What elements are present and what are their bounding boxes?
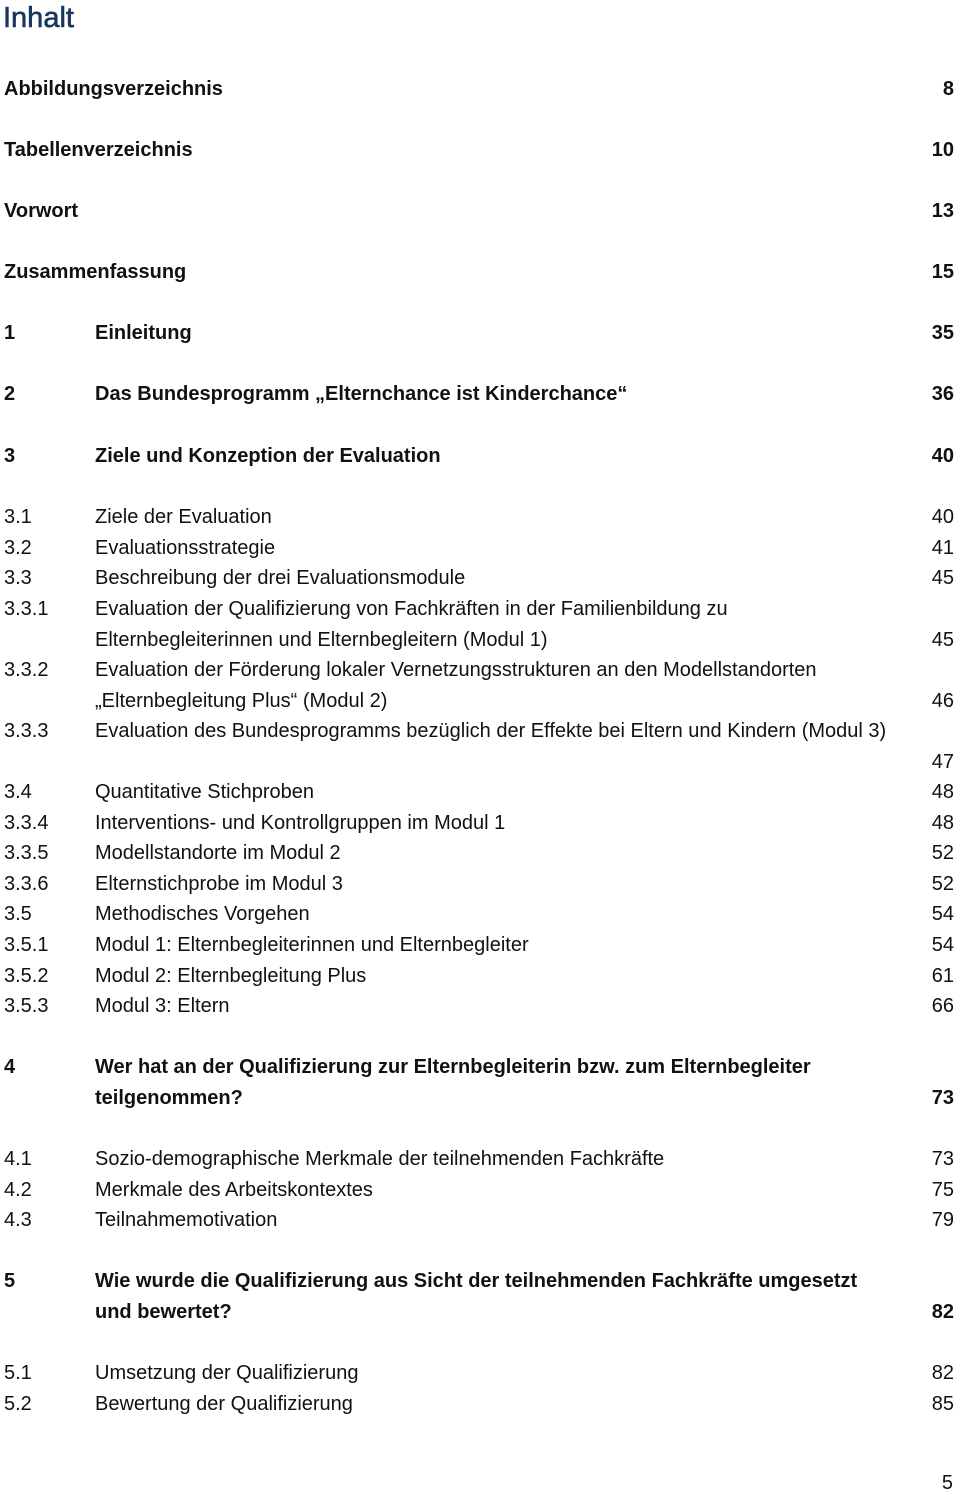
toc-entry[interactable]: [0, 869, 960, 900]
toc-entry-page: 54: [931, 903, 954, 925]
toc-entry-page: 52: [931, 842, 954, 864]
toc-entry-page: 45: [931, 628, 954, 651]
toc-entry-title: Evaluationsstrategie: [95, 537, 276, 559]
toc-entry-page: 48: [931, 781, 954, 803]
toc-entry-page: 73: [931, 1086, 954, 1109]
toc-entry-title: Abbildungsverzeichnis: [4, 78, 223, 100]
toc-entry[interactable]: [0, 563, 960, 594]
toc-entry-page: 41: [931, 537, 954, 559]
toc-entry-page: 8: [942, 78, 954, 100]
toc-entry-title: Das Bundesprogramm „Elternchance ist Kinderchance“: [95, 383, 628, 405]
toc-entry-page: 35: [931, 322, 954, 344]
toc-entry-title: Ziele der Evaluation: [95, 506, 272, 528]
toc-entry-title: Methodisches Vorgehen: [95, 903, 310, 925]
toc-entry[interactable]: [0, 135, 960, 166]
toc-entry-number: 3.5: [4, 903, 32, 925]
toc-entry[interactable]: [0, 716, 960, 777]
toc-entry[interactable]: [0, 196, 960, 227]
toc-entry-number: 3.3.2: [4, 659, 49, 681]
toc-entry-number: 3: [4, 445, 16, 467]
toc-entry-title: Ziele und Konzeption der Evaluation: [95, 445, 441, 467]
toc-entry-title: Einleitung: [95, 322, 192, 344]
toc-entry-title: Elternstichprobe im Modul 3: [95, 873, 343, 895]
toc-entry-title: Modellstandorte im Modul 2: [95, 842, 341, 864]
toc-entry-page: 15: [931, 261, 954, 283]
toc-entry-title: Zusammenfassung: [4, 261, 187, 283]
toc-entry-title: Modul 3: Eltern: [95, 995, 230, 1017]
toc-entry-title: Quantitative Stichproben: [95, 781, 315, 803]
toc-entry-page: 85: [931, 1393, 954, 1415]
toc-entry-number: 2: [4, 383, 16, 405]
toc-entry[interactable]: [0, 961, 960, 992]
toc-entry-title: Vorwort: [4, 200, 79, 222]
toc-entry[interactable]: [0, 1052, 960, 1113]
toc-entry-title: Wer hat an der Qualifizierung zur Elternbegleiterin bzw. zum Elternbegleiter teilgenommen?: [95, 1056, 811, 1109]
toc-entry-page: 75: [931, 1179, 954, 1201]
toc-entry-title: Evaluation des Bundesprogramms bezüglich der Effekte bei Eltern und Kindern (Modul 3): [95, 720, 887, 742]
toc-entry[interactable]: [0, 502, 960, 533]
toc-entry-title: Umsetzung der Qualifizierung: [95, 1362, 359, 1384]
toc-entry-number: 4.3: [4, 1209, 32, 1231]
toc-entry-page: 36: [931, 383, 954, 405]
toc-entry-page: 52: [931, 873, 954, 895]
toc-entry[interactable]: [0, 1144, 960, 1175]
toc-entry-number: 4.1: [4, 1148, 32, 1170]
toc-entry[interactable]: [0, 74, 960, 105]
toc-entry-number: 5: [4, 1270, 16, 1292]
toc-entry-number: 3.3.1: [4, 598, 49, 620]
toc-entry-number: 5.2: [4, 1393, 32, 1415]
toc-entry-page: 82: [931, 1300, 954, 1323]
toc-entry[interactable]: [0, 899, 960, 930]
page-title: Inhalt: [3, 2, 74, 34]
toc-entry-page: 82: [931, 1362, 954, 1384]
toc-entry-title: Merkmale des Arbeitskontextes: [95, 1179, 373, 1201]
toc-entry-page: 73: [931, 1148, 954, 1170]
toc-entry-title: Modul 1: Elternbegleiterinnen und Elternbegleiter: [95, 934, 529, 956]
toc-entry-title: Teilnahmemotivation: [95, 1209, 278, 1231]
toc-entry-number: 3.3.5: [4, 842, 49, 864]
toc-entry[interactable]: [0, 1205, 960, 1236]
toc-entry-title: Tabellenverzeichnis: [4, 139, 193, 161]
toc-entry-page: 66: [931, 995, 954, 1017]
toc-entry-number: 3.5.3: [4, 995, 49, 1017]
toc-entry-number: 4.2: [4, 1179, 32, 1201]
toc-entry-number: 4: [4, 1056, 16, 1078]
toc-entry[interactable]: [0, 655, 960, 716]
toc-entry-title: Beschreibung der drei Evaluationsmodule: [95, 567, 466, 589]
toc-entry-number: 3.3.6: [4, 873, 49, 895]
toc-entry-title: Bewertung der Qualifizierung: [95, 1393, 353, 1415]
toc-entry[interactable]: [0, 838, 960, 869]
toc-entry-title: Modul 2: Elternbegleitung Plus: [95, 965, 367, 987]
toc-entry-title: Evaluation der Förderung lokaler Vernetzungsstrukturen an den Modellstandorten „Elternbegleitung Plus“ (Modul 2): [95, 659, 817, 712]
toc-entry-number: 3.5.1: [4, 934, 49, 956]
toc-entry-number: 3.5.2: [4, 965, 49, 987]
toc-entry-page: 40: [931, 445, 954, 467]
toc-entry-title: Sozio-demographische Merkmale der teilnehmenden Fachkräfte: [95, 1148, 665, 1170]
toc-entry[interactable]: [0, 991, 960, 1022]
toc-entry-number: 3.4: [4, 781, 32, 803]
toc-entry-page: 48: [931, 812, 954, 834]
toc-entry[interactable]: [0, 533, 960, 564]
toc-entry-number: 1: [4, 322, 16, 344]
toc-entry[interactable]: [0, 379, 960, 410]
toc-entry[interactable]: [0, 257, 960, 288]
toc-entry[interactable]: [0, 930, 960, 961]
toc-entry-number: 3.2: [4, 537, 32, 559]
page-number: 5: [941, 1472, 953, 1494]
toc-entry-title: Wie wurde die Qualifizierung aus Sicht der teilnehmenden Fachkräfte umgesetzt und bewertet?: [95, 1270, 858, 1323]
toc-entry[interactable]: [0, 441, 960, 472]
toc-entry-page: 79: [931, 1209, 954, 1231]
toc-entry-title: Interventions- und Kontrollgruppen im Modul 1: [95, 812, 506, 834]
toc-entry[interactable]: [0, 1389, 960, 1420]
toc-entry-page: 47: [931, 750, 954, 773]
toc-entry-page: 61: [931, 965, 954, 987]
toc-entry-title: Evaluation der Qualifizierung von Fachkräften in der Familienbildung zu Elternbegleiterinnen und Elternbegleitern (Modul 1): [95, 598, 728, 651]
toc-entry-page: 40: [931, 506, 954, 528]
toc-entry-page: 10: [931, 139, 954, 161]
toc-entry[interactable]: [0, 808, 960, 839]
toc-entry[interactable]: [0, 1266, 960, 1327]
toc-entry[interactable]: [0, 318, 960, 349]
toc-entry-number: 3.3.3: [4, 720, 49, 742]
toc-entry[interactable]: [0, 777, 960, 808]
toc-entry-number: 3.3: [4, 567, 32, 589]
toc-entry-number: 3.3.4: [4, 812, 49, 834]
toc-entry[interactable]: [0, 1175, 960, 1206]
toc-entry-page: 54: [931, 934, 954, 956]
toc-entry-number: 5.1: [4, 1362, 32, 1384]
toc-entry-page: 46: [931, 689, 954, 712]
toc-entry[interactable]: [0, 594, 960, 655]
toc-entry-page: 45: [931, 567, 954, 589]
toc-entry-page: 13: [931, 200, 954, 222]
toc-entry[interactable]: [0, 1358, 960, 1389]
toc-entry-number: 3.1: [4, 506, 32, 528]
